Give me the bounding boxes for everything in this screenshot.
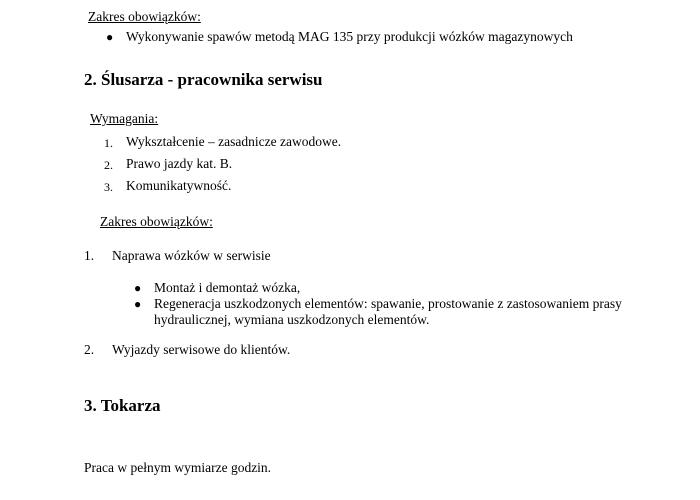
employment-note: Praca w pełnym wymiarze godzin. (84, 460, 272, 475)
bullet-icon: ● (106, 30, 114, 44)
section-title-2: 2. Ślusarza - pracownika serwisu (84, 70, 323, 89)
bullet-icon: ● (134, 281, 142, 295)
section-title-3: 3. Tokarza (84, 396, 161, 415)
requirement-number: 1. (104, 136, 113, 150)
requirement-number: 3. (104, 180, 113, 194)
requirement-number: 2. (104, 158, 113, 172)
requirement-item: Prawo jazdy kat. B. (126, 156, 233, 171)
duty-item: Wykonywanie spawów metodą MAG 135 przy produkcji wózków magazynowych (126, 29, 573, 44)
duty-item: Wyjazdy serwisowe do klientów. (112, 342, 291, 357)
duty-subitem-continued: hydraulicznej, wymiana uszkodzonych elementów. (154, 312, 430, 327)
duty-subitem: Montaż i demontaż wózka, (154, 280, 301, 295)
duties-heading-2: Zakres obowiązków: (100, 214, 213, 229)
requirements-heading: Wymagania: (90, 111, 159, 126)
duties-heading-1: Zakres obowiązków: (88, 9, 201, 24)
duty-number: 1. (84, 248, 95, 263)
duty-subitem: Regeneracja uszkodzonych elementów: spawanie, prostowanie z zastosowaniem prasy (154, 296, 622, 311)
duty-item: Naprawa wózków w serwisie (112, 248, 271, 263)
requirement-item: Wykształcenie – zasadnicze zawodowe. (126, 134, 342, 149)
requirement-item: Komunikatywność. (126, 178, 232, 193)
bullet-icon: ● (134, 297, 142, 311)
duty-number: 2. (84, 342, 95, 357)
